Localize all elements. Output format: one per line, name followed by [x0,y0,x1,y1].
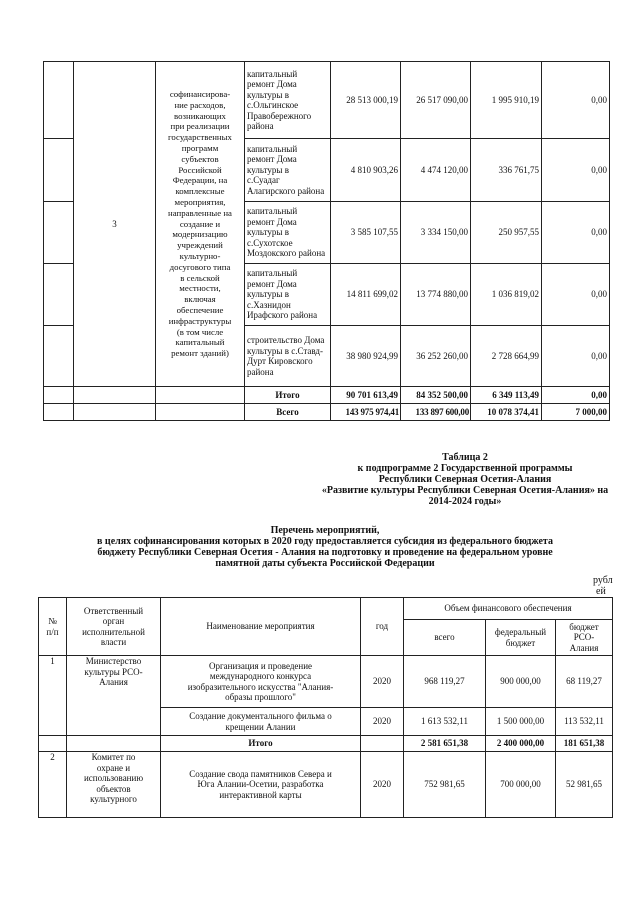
list-title [60,525,590,569]
subtotal-total: 2 581 651,38 [404,736,486,752]
list-title-line: Перечень мероприятий, [270,525,380,536]
regional-amount: 68 119,27 [556,656,613,708]
local-amount: 0,00 [542,62,610,139]
total-amount: 752 981,65 [404,752,486,818]
subsidy-table-1 [43,61,610,421]
header-year: год [361,598,404,656]
subtotal-federal: 84 352 500,00 [401,387,471,404]
header-total: всего [404,620,486,656]
event-name: Создание документального фильма о крещении Алании [161,708,361,736]
list-title-line: в целях софинансирования которых в 2020 году предоставляется субсидия из федерального бюджета [97,536,553,547]
subtotal-regional: 6 349 113,49 [471,387,542,404]
row-number: 1 [39,656,67,736]
cell-empty [44,326,74,387]
regional-amount: 1 036 819,02 [471,264,542,326]
subtotal-regional: 181 651,38 [556,736,613,752]
caption-line: 2014-2024 годы» [428,496,502,507]
subtotal-label: Итого [245,387,331,404]
total-amount: 968 119,27 [404,656,486,708]
event-name: капитальный ремонт Дома культуры в с.Суадаг Алагирского района [245,139,331,202]
total-amount: 14 811 699,02 [331,264,401,326]
caption-line: «Развитие культуры Республики Северная Осетия-Алания» на [321,485,609,496]
total-amount: 4 810 903,26 [331,139,401,202]
local-amount: 0,00 [542,264,610,326]
regional-amount: 1 995 910,19 [471,62,542,139]
event-name: Создание свода памятников Севера и Юга Алании-Осетии, разработка интерактивной карты [161,752,361,818]
cell-empty [44,387,74,404]
units-label-end: ей [596,586,606,597]
caption-line: Республики Северная Осетия-Алания [378,474,552,485]
cell-empty [74,387,156,404]
regional-amount: 113 532,11 [556,708,613,736]
table-2-caption [300,452,630,507]
grand-total-local: 7 000,00 [542,404,610,421]
event-year: 2020 [361,656,404,708]
total-amount: 38 980 924,99 [331,326,401,387]
local-amount: 0,00 [542,139,610,202]
authority-name: Министерство культуры РСО- Алания [67,656,161,736]
subsidy-table-2 [38,597,613,818]
header-volume: Объем финансового обеспечения [404,598,613,620]
federal-amount: 900 000,00 [486,656,556,708]
regional-amount: 2 728 664,99 [471,326,542,387]
event-year: 2020 [361,752,404,818]
cell-empty [44,404,74,421]
list-title-line: памятной даты субъекта Российской Федерации [215,558,435,569]
authority-name: Комитет по охране и использованию объектов культурного [67,752,161,818]
event-name: капитальный ремонт Дома культуры в с.Ольгинское Правобережного района [245,62,331,139]
cell-empty [44,264,74,326]
event-name: Организация и проведение международного конкурса изобразительного искусства "Алания- образы прошлого" [161,656,361,708]
grand-total-federal: 133 897 600,00 [401,404,471,421]
grand-total-total: 143 975 974,41 [331,404,401,421]
cell-empty [44,202,74,264]
subtotal-federal: 2 400 000,00 [486,736,556,752]
federal-amount: 3 334 150,00 [401,202,471,264]
subtotal-label: Итого [161,736,361,752]
header-federal: федеральный бюджет [486,620,556,656]
grand-total-label: Всего [245,404,331,421]
local-amount: 0,00 [542,202,610,264]
subtotal-total: 90 701 613,49 [331,387,401,404]
cell-empty [67,736,161,752]
header-regional: бюджет РСО- Алания [556,620,613,656]
row-number: 2 [39,752,67,818]
cell-empty [44,139,74,202]
total-amount: 1 613 532,11 [404,708,486,736]
header-authority: Ответственный орган исполнительной власти [67,598,161,656]
event-name: капитальный ремонт Дома культуры в с.Сухотское Моздокского района [245,202,331,264]
event-year: 2020 [361,708,404,736]
list-title-line: бюджету Республики Северная Осетия - Алания на подготовку и проведение на федеральном уровне [97,547,553,558]
program-description: софинансирова- ние расходов, возникающих при реализации государственных программ субъектов Российской Федерации, на комплексные мероприятия, направленные на создание и модернизацию учреждений культурно- досугового типа в сельской местности, включая обеспечение инфраструктуры (в том числе капитальный ремонт зданий) [156,62,245,387]
header-number: № п/п [39,598,67,656]
cell-empty [156,387,245,404]
regional-amount: 336 761,75 [471,139,542,202]
cell-empty [156,404,245,421]
local-amount: 0,00 [542,326,610,387]
cell-empty [39,736,67,752]
units-label: рубл [593,575,613,586]
cell-empty [361,736,404,752]
row-number: 3 [74,62,156,387]
cell-empty [74,404,156,421]
event-name: капитальный ремонт Дома культуры в с.Хазнидон Ирафского района [245,264,331,326]
cell-empty [44,62,74,139]
event-name: строительство Дома культуры в с.Ставд- Дурт Кировского района [245,326,331,387]
header-event: Наименование мероприятия [161,598,361,656]
total-amount: 28 513 000,19 [331,62,401,139]
grand-total-regional: 10 078 374,41 [471,404,542,421]
caption-title: Таблица 2 [442,452,488,463]
caption-line: к подпрограмме 2 Государственной программы [357,463,573,474]
regional-amount: 250 957,55 [471,202,542,264]
subtotal-local: 0,00 [542,387,610,404]
federal-amount: 4 474 120,00 [401,139,471,202]
total-amount: 3 585 107,55 [331,202,401,264]
federal-amount: 1 500 000,00 [486,708,556,736]
federal-amount: 700 000,00 [486,752,556,818]
federal-amount: 13 774 880,00 [401,264,471,326]
federal-amount: 26 517 090,00 [401,62,471,139]
federal-amount: 36 252 260,00 [401,326,471,387]
regional-amount: 52 981,65 [556,752,613,818]
